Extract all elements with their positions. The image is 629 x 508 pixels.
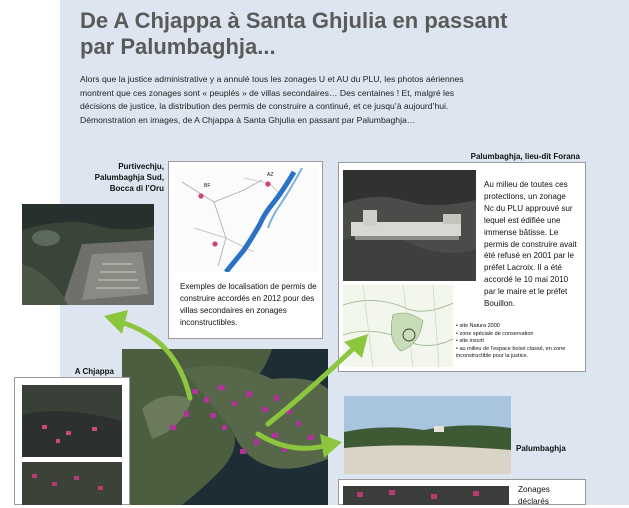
locator-label-az: AZ [267,172,274,178]
aerial-photo-forana [343,170,476,281]
aerial-photo-a-chjappa-2 [22,462,122,505]
list-item: • site inscrit [456,338,582,346]
photo-palumbaghja-beach [344,396,511,474]
caption-purtivechju: Purtivechju, Palumbaghja Sud, Bocca di l’Oru [94,162,164,193]
caption-palumbaghja: Palumbaghja [516,444,566,453]
article-title: De A Chjappa à Santa Ghjulia en passant par Palumbaghja... [80,8,508,59]
locator-label-bf: BF [204,183,211,189]
list-item: • site Natura 2000 [456,323,582,331]
article-intro: Alors que la justice administrative y a annulé tous les zonages U et AU du PLU, les photos aériennes montrent que ces zonages sont « peuplés » de villas secondaires… Des centaines ! Et, malgré les décisions de justice, la distribution des permis de construire a continué, et ce jusqu’à aujourd’hui. Démonstration en images, de A Chjappa à Santa Ghjulia en passant par Palumbaghja… [80,74,464,125]
forana-protections-list [456,323,582,361]
aerial-photo-a-chjappa-1 [22,385,122,457]
palumbaghja-description: Zonages déclarés [518,485,550,506]
zoning-map-forana [343,285,453,367]
satellite-overview-map [122,349,328,505]
locator-map [174,168,317,272]
caption-forana: Palumbaghja, lieu-dit Forana [470,152,580,161]
caption-a-chjappa: A Chjappa [74,367,114,376]
aerial-photo-purtivechju [22,204,154,305]
list-item: • au milieu de l’espace boisé classé, en zone inconstructible pour la justice. [456,346,582,361]
forana-description: Au milieu de toutes ces protections, un zonage Nc du PLU approuvé sur lequel est édifiée une immense bâtisse. Le permis de construire avait été refusé en 2001 par le préfet Lacroix. Il a été accordé le 10 mai 2010 par le maire et le préfet Bouillon. [484,180,577,309]
list-item: • zone spéciale de conservation [456,331,582,339]
locator-map-caption: Exemples de localisation de permis de construire accordés en 2012 pour des villas secondaires en zonages inconstructibles. [180,282,317,327]
aerial-photo-palumbaghja [343,486,509,505]
